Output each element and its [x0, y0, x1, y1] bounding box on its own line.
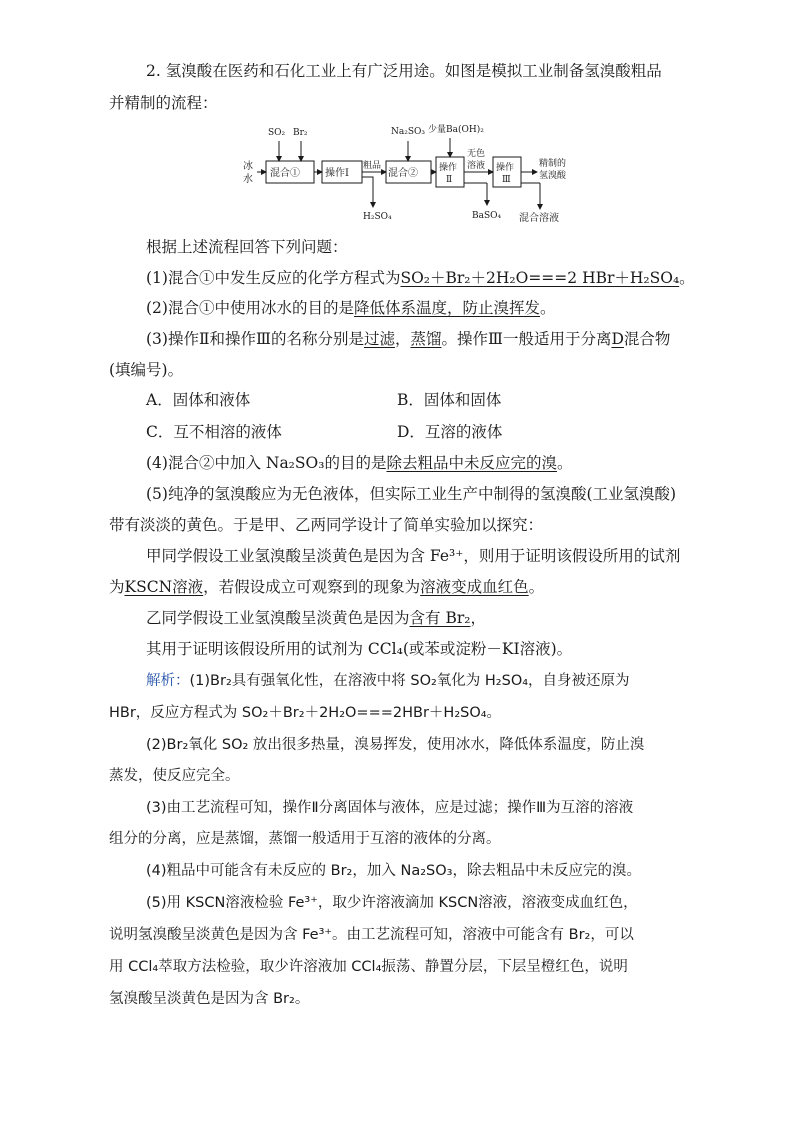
q4-answer: 除去粗品中未反应完的溴: [386, 454, 557, 472]
flow-output-baso4: BaSO₄: [472, 211, 502, 221]
q5-yi-text: 乙同学假设工业氢溴酸呈淡黄色是因为: [146, 609, 410, 627]
flow-product-hbr: 氢溴酸: [539, 171, 567, 181]
q3-line: [0, 328, 794, 350]
question-intro-line1: [0, 60, 794, 82]
flow-label-solution: 溶液: [467, 161, 486, 171]
q3-text: (3)操作Ⅱ和操作Ⅲ的名称分别是: [146, 330, 364, 348]
q2-line: [0, 297, 794, 319]
q5-jia-answer1: KSCN溶液: [124, 578, 204, 596]
option-c: C．互不相溶的液体: [146, 423, 282, 441]
q1-end: 。: [679, 269, 695, 287]
flow-reagent-na2so3: Na₂SO₃: [391, 127, 426, 137]
question-number: 2.: [146, 62, 161, 80]
q5-line2: 带有淡淡的黄色。于是甲、乙两同学设计了简单实验加以探究：: [109, 516, 544, 534]
solution-s1-line1: [0, 670, 794, 692]
option-d: D．互溶的液体: [397, 423, 503, 441]
q1-answer: SO₂＋Br₂＋2H₂O===2 HBr＋H₂SO₄: [400, 269, 680, 287]
flow-reagent-br2: Br₂: [293, 128, 308, 138]
q3-sep: ，: [394, 330, 411, 348]
intro-text: 氢溴酸在医药和石化工业上有广泛用途。如图是模拟工业制备氢溴酸粗品: [165, 62, 662, 80]
solution-s2-line2: 蒸发，使反应完全。: [109, 768, 240, 784]
solution-s4-line1: (4)粗品中可能含有未反应的 Br₂，加入 Na₂SO₃，除去粗品中未反应完的溴。: [146, 863, 641, 879]
solution-s3-line1: (3)由工艺流程可知，操作Ⅱ分离固体与液体，应是过滤；操作Ⅲ为互溶的溶液: [146, 800, 634, 816]
q3-answer3: D: [611, 330, 624, 348]
solution-s2-line1: (2)Br₂氧化 SO₂ 放出很多热量，溴易挥发，使用冰水，降低体系温度，防止溴: [146, 737, 645, 753]
q3-text2: 。操作Ⅲ一般适用于分离: [441, 330, 612, 348]
q5-jia-answer2: 溶液变成血红色: [420, 578, 529, 596]
q5-jia-line2: [0, 576, 794, 598]
flow-reagent-baoh2: 少量Ba(OH)₂: [428, 125, 484, 135]
flow-reagent-so2: SO₂: [268, 128, 286, 138]
option-a: A．固体和液体: [146, 391, 251, 409]
solution-s3-line2: 组分的分离，应是蒸馏，蒸馏一般适用于互溶的液体的分离。: [109, 831, 501, 847]
q5-jia-end: 。: [528, 578, 545, 596]
solution-s5-line4: 氢溴酸呈淡黄色是因为含 Br₂。: [109, 991, 310, 1007]
q5-yi-end: ，: [470, 609, 486, 627]
q5-yi-answer: 含有 Br₂: [409, 609, 471, 627]
q2-answer: 降低体系温度，防止溴挥发: [353, 299, 540, 317]
solution-s5-line1: (5)用 KSCN溶液检验 Fe³⁺，取少许溶液滴加 KSCN溶液，溶液变成血红色，: [146, 895, 638, 911]
q2-text: (2)混合①中使用冰水的目的是: [146, 299, 354, 317]
q4-end: 。: [556, 454, 573, 472]
q2-end: 。: [539, 299, 556, 317]
q4-line: [0, 452, 794, 474]
q5-jia-text: 为: [109, 578, 125, 596]
flow-box-op2-label: 操作: [439, 163, 458, 173]
solution-s1-text: (1)Br₂具有强氧化性，在溶液中将 SO₂氧化为 H₂SO₄，自身被还原为: [189, 673, 630, 689]
prompt-text: 根据上述流程回答下列问题：: [146, 238, 348, 256]
flow-box-op1-label: 操作Ⅰ: [325, 168, 349, 179]
q3-answer1: 过滤: [363, 330, 395, 348]
process-flow-diagram: [235, 117, 605, 227]
q5-jia-line1: 甲同学假设工业氢溴酸呈淡黄色是因为含 Fe³⁺，则用于证明该假设所用的试剂: [146, 547, 681, 565]
flow-input-water: 水: [243, 174, 253, 185]
flow-box-mix2-label: 混合②: [388, 168, 418, 179]
flow-output-h2so4: H₂SO₄: [363, 212, 392, 222]
q4-text: (4)混合②中加入 Na₂SO₃的目的是: [146, 454, 387, 472]
flow-label-colorless: 无色: [467, 149, 486, 159]
flow-product-refined: 精制的: [539, 159, 567, 169]
q3-end: 混合物: [623, 330, 671, 348]
question-intro-line2: 并精制的流程：: [109, 94, 218, 112]
solution-s1-line2: HBr，反应方程式为 SO₂＋Br₂＋2H₂O===2HBr＋H₂SO₄。: [109, 705, 502, 721]
flow-box-op2-numeral: Ⅱ: [446, 175, 453, 185]
flow-box-mix1-label: 混合①: [270, 168, 300, 179]
flow-box-op3-label: 操作: [496, 163, 515, 173]
flow-box-op3-numeral: Ⅲ: [502, 175, 511, 185]
q1-line: [0, 267, 794, 289]
q5-yi-line1: [0, 607, 794, 629]
q5-yi-line2: 其用于证明该假设所用的试剂为 CCl₄(或苯或淀粉－KI溶液)。: [146, 640, 573, 658]
option-b: B．固体和固体: [397, 391, 502, 409]
q3-line2: (填编号)。: [109, 361, 184, 379]
flow-label-crude: 粗品: [363, 161, 382, 171]
q5-line1: (5)纯净的氢溴酸应为无色液体，但实际工业生产中制得的氢溴酸(工业氢溴酸): [146, 485, 677, 503]
solution-s5-line3: 用 CCl₄萃取方法检验，取少许溶液加 CCl₄振荡、静置分层，下层呈橙红色，说明: [109, 959, 628, 975]
flow-input-ice: 冰: [243, 161, 253, 172]
q3-answer2: 蒸馏: [410, 330, 442, 348]
q1-text: (1)混合①中发生反应的化学方程式为: [146, 269, 401, 287]
solution-label: 解析：: [146, 673, 190, 689]
q5-jia-text2: ，若假设成立可观察到的现象为: [203, 578, 421, 596]
solution-s5-line2: 说明氢溴酸呈淡黄色是因为含 Fe³⁺。由工艺流程可知，溶液中可能含有 Br₂，可以: [109, 927, 634, 943]
flow-output-mixed-solution: 混合溶液: [519, 213, 559, 224]
